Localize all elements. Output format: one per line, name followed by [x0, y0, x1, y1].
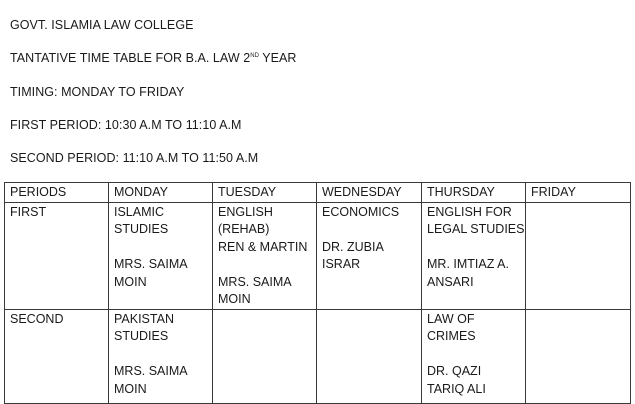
- cell-text-line: ECONOMICS: [322, 204, 400, 219]
- schedule-cell: [422, 202, 526, 309]
- cell-text-line: ISLAMIC: [114, 204, 165, 219]
- schedule-cell: [526, 202, 631, 309]
- cell-text-line: MRS. SAIMA: [218, 274, 292, 289]
- cell-text-line: STUDIES: [114, 329, 169, 343]
- cell-text-line: ISRAR: [322, 257, 361, 271]
- cell-text-line: (REHAB): [218, 222, 270, 236]
- cell-text-line: DR. ZUBIA: [322, 239, 384, 254]
- timetable-title-end: YEAR: [258, 51, 297, 65]
- cell-text-line: [114, 346, 207, 364]
- cell-text-line: MRS. SAIMA: [114, 257, 188, 271]
- cell-text-line: [427, 346, 520, 364]
- timing-line: TIMING: MONDAY TO FRIDAY: [10, 85, 185, 99]
- cell-text-line: TARIQ ALI: [427, 381, 486, 396]
- cell-text-line: STUDIES: [114, 222, 169, 236]
- schedule-cell: [109, 309, 213, 403]
- cell-text-line: PAKISTAN: [114, 311, 174, 326]
- schedule-cell: [213, 309, 317, 403]
- cell-text-line: MOIN: [218, 292, 251, 306]
- table-row: [5, 309, 631, 403]
- timetable: [4, 182, 631, 404]
- college-name: GOVT. ISLAMIA LAW COLLEGE: [10, 18, 194, 32]
- cell-text-line: REN & MARTIN: [218, 239, 308, 254]
- column-header-monday: MONDAY: [109, 183, 213, 203]
- schedule-cell: [526, 309, 631, 403]
- cell-text-line: [114, 239, 207, 257]
- cell-text-line: MOIN: [114, 274, 147, 289]
- table-row: [5, 202, 631, 309]
- schedule-cell: [213, 202, 317, 309]
- schedule-cell: [109, 202, 213, 309]
- timetable-title-main: TANTATIVE TIME TABLE FOR B.A. LAW 2: [10, 51, 251, 65]
- cell-text-line: ENGLISH: [218, 204, 273, 219]
- cell-text-line: ENGLISH FOR: [427, 204, 512, 219]
- column-header-wednesday: WEDNESDAY: [317, 183, 422, 203]
- first-period-line: FIRST PERIOD: 10:30 A.M TO 11:10 A.M: [10, 118, 242, 132]
- cell-text-line: MRS. SAIMA: [114, 364, 188, 378]
- cell-text-line: [427, 239, 520, 257]
- column-header-periods: PERIODS: [5, 183, 109, 203]
- schedule-cell: [317, 202, 422, 309]
- timetable-title: [10, 51, 296, 69]
- cell-text-line: LEGAL STUDIES: [427, 222, 525, 236]
- schedule-cell: [422, 309, 526, 403]
- period-cell: FIRST: [5, 202, 109, 309]
- timetable-header-row: [5, 183, 631, 203]
- column-header-thursday: THURSDAY: [422, 183, 526, 203]
- schedule-cell: [317, 309, 422, 403]
- cell-text-line: ANSARI: [427, 274, 474, 289]
- cell-text-line: [322, 221, 416, 239]
- cell-text-line: MR. IMTIAZ A.: [427, 257, 509, 271]
- cell-text-line: [218, 256, 311, 274]
- cell-text-line: LAW OF: [427, 311, 475, 326]
- timetable-title-ordinal: ND: [250, 53, 259, 59]
- cell-text-line: CRIMES: [427, 329, 476, 343]
- cell-text-line: DR. QAZI: [427, 364, 482, 378]
- second-period-line: SECOND PERIOD: 11:10 A.M TO 11:50 A.M: [10, 151, 259, 165]
- cell-text-line: MOIN: [114, 381, 147, 396]
- period-cell: SECOND: [5, 309, 109, 403]
- column-header-friday: FRIDAY: [526, 183, 631, 203]
- column-header-tuesday: TUESDAY: [213, 183, 317, 203]
